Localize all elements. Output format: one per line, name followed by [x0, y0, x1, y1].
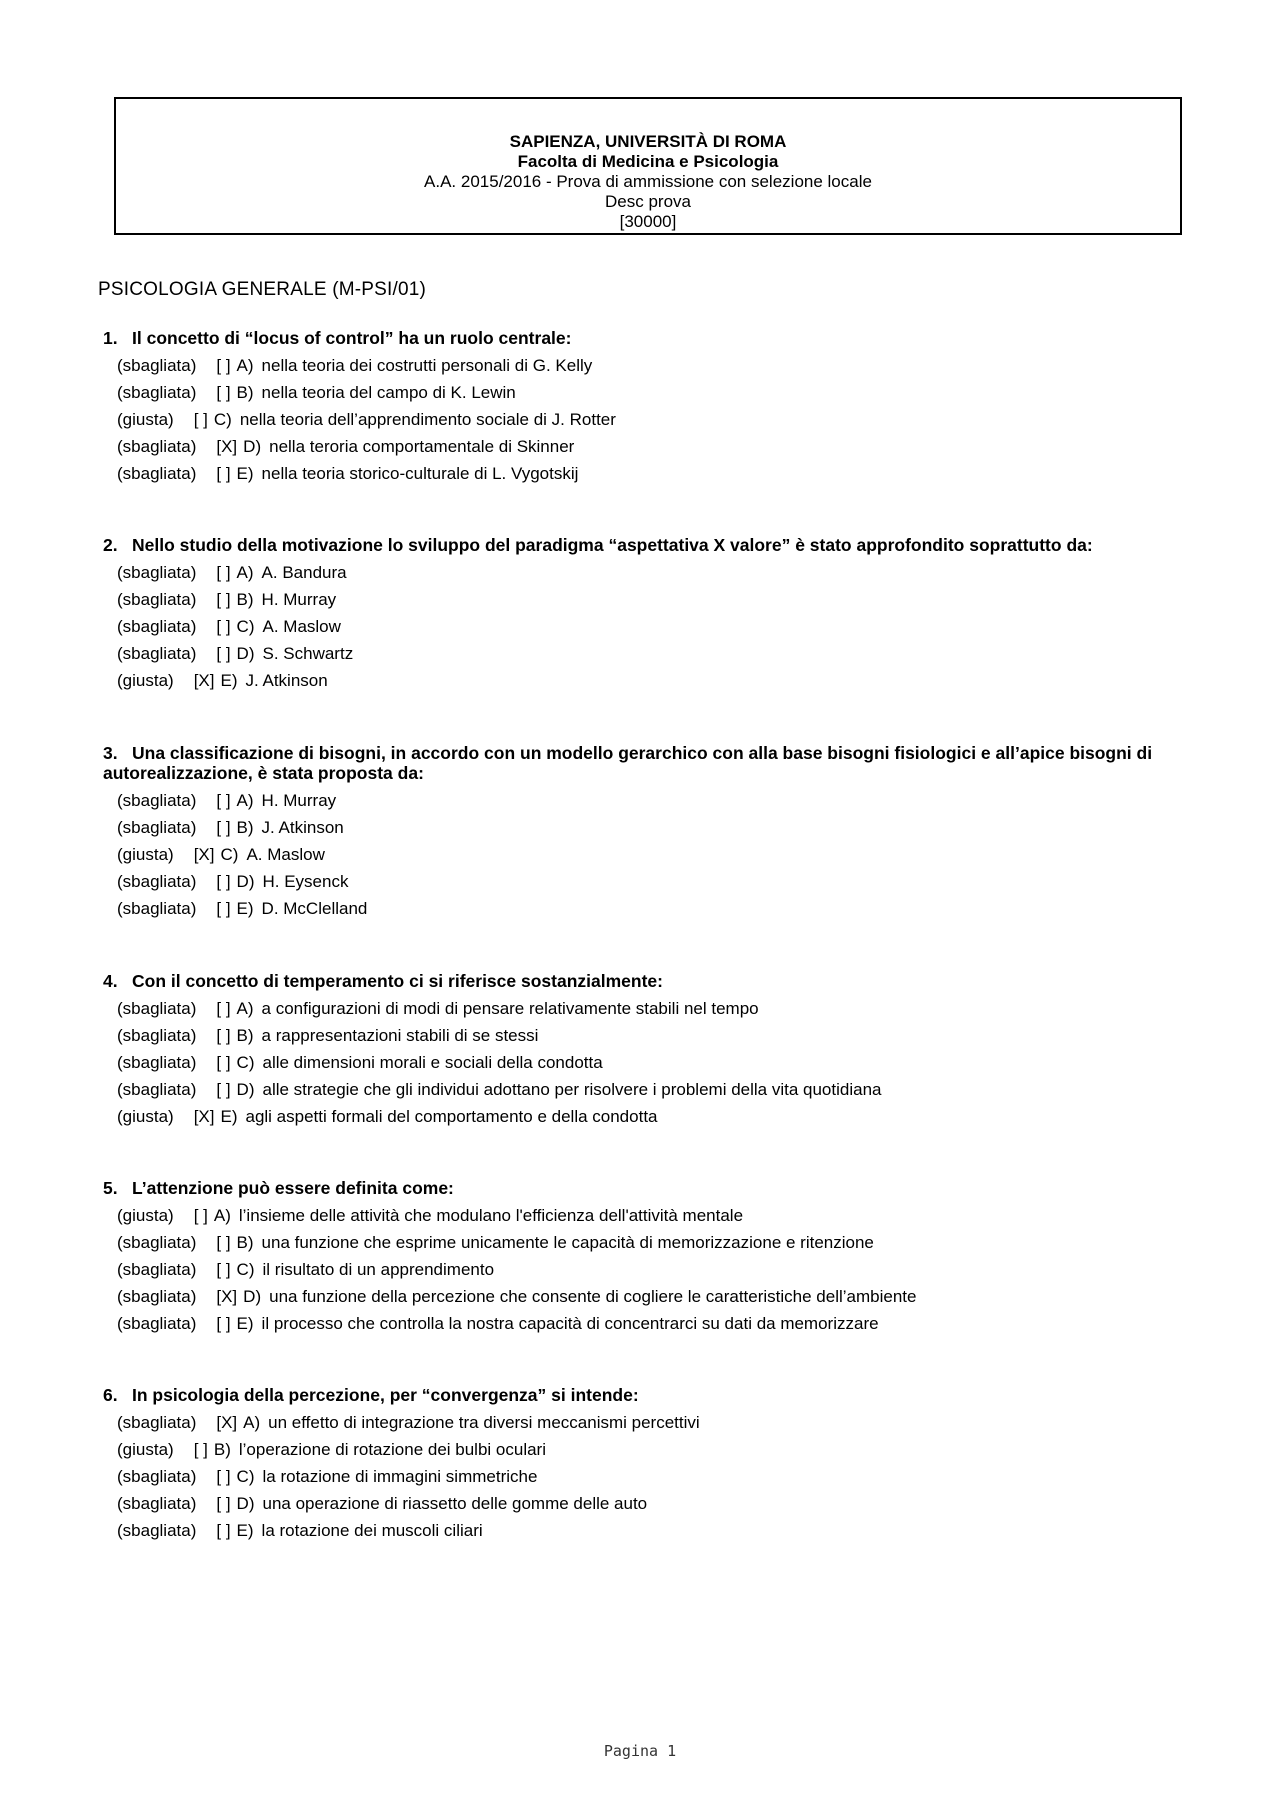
answer-letter: E)	[236, 464, 254, 483]
answer-option	[103, 895, 1183, 922]
answer-option	[103, 1256, 1183, 1283]
question-prompt: In psicologia della percezione, per “convergenza” si intende:	[132, 1385, 639, 1405]
answer-letter: C)	[236, 1260, 255, 1279]
answer-checkbox: [ ]	[216, 1467, 231, 1486]
answer-letter: E)	[236, 1521, 254, 1540]
university-name: SAPIENZA, UNIVERSITÀ DI ROMA	[509, 132, 787, 151]
answer-letter: E)	[220, 671, 238, 690]
answer-text: una funzione della percezione che consente di cogliere le caratteristiche dell’ambiente	[269, 1287, 917, 1306]
answer-checkbox: [ ]	[193, 410, 208, 429]
answer-text: S. Schwartz	[262, 644, 354, 663]
answer-letter: D)	[236, 1080, 255, 1099]
answer-text: H. Murray	[261, 791, 337, 810]
answer-checkbox: [X]	[216, 1287, 238, 1306]
answer-list	[103, 559, 1183, 694]
answer-status: (giusta)	[117, 410, 174, 429]
question-number: 4.	[103, 971, 118, 991]
answer-checkbox: [ ]	[216, 1026, 231, 1045]
answer-option	[103, 1283, 1183, 1310]
answer-letter: D)	[236, 1494, 255, 1513]
answer-text: J. Atkinson	[245, 671, 328, 690]
answer-letter: C)	[236, 1053, 255, 1072]
answer-checkbox: [ ]	[216, 617, 231, 636]
answer-text: la rotazione dei muscoli ciliari	[261, 1521, 483, 1540]
question-number: 5.	[103, 1178, 118, 1198]
answer-option	[103, 1517, 1183, 1544]
answer-text: una funzione che esprime unicamente le capacità di memorizzazione e ritenzione	[261, 1233, 874, 1252]
answer-letter: D)	[236, 644, 255, 663]
answer-text: nella teoria dell’apprendimento sociale di J. Rotter	[239, 410, 616, 429]
answer-option	[103, 1310, 1183, 1337]
answer-status: (giusta)	[117, 1206, 174, 1225]
answer-checkbox: [ ]	[216, 1314, 231, 1333]
answer-status: (giusta)	[117, 671, 174, 690]
question-text	[103, 1178, 1183, 1198]
answer-checkbox: [ ]	[216, 1521, 231, 1540]
answer-option	[103, 586, 1183, 613]
answer-checkbox: [ ]	[216, 899, 231, 918]
answer-status: (sbagliata)	[117, 356, 197, 375]
answer-checkbox: [ ]	[216, 791, 231, 810]
answer-checkbox: [ ]	[216, 464, 231, 483]
answer-status: (sbagliata)	[117, 1233, 197, 1252]
answer-text: agli aspetti formali del comportamento e della condotta	[245, 1107, 658, 1126]
answer-text: un effetto di integrazione tra diversi meccanismi percettivi	[268, 1413, 700, 1432]
answer-letter: B)	[236, 818, 254, 837]
answer-option	[103, 1022, 1183, 1049]
question-prompt: Con il concetto di temperamento ci si riferisce sostanzialmente:	[132, 971, 663, 991]
question-4	[103, 971, 1183, 1130]
answer-letter: E)	[220, 1107, 238, 1126]
answer-option	[103, 814, 1183, 841]
answer-text: D. McClelland	[261, 899, 368, 918]
question-number: 1.	[103, 328, 118, 348]
answer-text: alle strategie che gli individui adottano per risolvere i problemi della vita quotidiana	[262, 1080, 882, 1099]
question-text	[103, 971, 1183, 991]
answer-checkbox: [ ]	[216, 356, 231, 375]
answer-list	[103, 787, 1183, 922]
answer-status: (giusta)	[117, 1107, 174, 1126]
answer-letter: A)	[236, 791, 254, 810]
answer-text: nella teoria dei costrutti personali di G. Kelly	[261, 356, 593, 375]
answer-list	[103, 995, 1183, 1130]
answer-option	[103, 1049, 1183, 1076]
answer-option	[103, 1103, 1183, 1130]
answer-checkbox: [ ]	[193, 1206, 208, 1225]
answer-option	[103, 868, 1183, 895]
answer-text: A. Maslow	[262, 617, 341, 636]
answer-option	[103, 1490, 1183, 1517]
exam-description: Desc prova	[605, 192, 691, 211]
answer-text: la rotazione di immagini simmetriche	[262, 1467, 538, 1486]
answer-status: (sbagliata)	[117, 1314, 197, 1333]
answer-option	[103, 352, 1183, 379]
answer-option	[103, 787, 1183, 814]
answer-checkbox: [X]	[216, 437, 238, 456]
answer-option	[103, 1076, 1183, 1103]
answer-text: l’insieme delle attività che modulano l'efficienza dell'attività mentale	[238, 1206, 744, 1225]
answer-option	[103, 841, 1183, 868]
answer-option	[103, 406, 1183, 433]
question-text	[103, 535, 1183, 555]
answer-option	[103, 640, 1183, 667]
answer-text: una operazione di riassetto delle gomme delle auto	[262, 1494, 648, 1513]
answer-status: (giusta)	[117, 845, 174, 864]
answer-status: (sbagliata)	[117, 383, 197, 402]
question-text	[103, 1385, 1183, 1405]
answer-status: (sbagliata)	[117, 1080, 197, 1099]
answer-option	[103, 433, 1183, 460]
answer-list	[103, 352, 1183, 487]
answer-status: (sbagliata)	[117, 590, 197, 609]
answer-letter: A)	[236, 563, 254, 582]
answer-status: (sbagliata)	[117, 437, 197, 456]
answer-text: J. Atkinson	[261, 818, 344, 837]
answer-status: (sbagliata)	[117, 563, 197, 582]
answer-letter: C)	[236, 617, 255, 636]
answer-option	[103, 1202, 1183, 1229]
question-prompt: Il concetto di “locus of control” ha un ruolo centrale:	[132, 328, 572, 348]
answer-status: (sbagliata)	[117, 1521, 197, 1540]
answer-status: (giusta)	[117, 1440, 174, 1459]
answer-status: (sbagliata)	[117, 1494, 197, 1513]
answer-checkbox: [ ]	[216, 644, 231, 663]
answer-text: il processo che controlla la nostra capacità di concentrarci su dati da memorizzare	[261, 1314, 879, 1333]
answer-status: (sbagliata)	[117, 1260, 197, 1279]
answer-text: a rappresentazioni stabili di se stessi	[261, 1026, 539, 1045]
answer-checkbox: [ ]	[216, 999, 231, 1018]
answer-status: (sbagliata)	[117, 617, 197, 636]
question-prompt: Nello studio della motivazione lo sviluppo del paradigma “aspettativa X valore” è stato approfondito soprattutto da:	[132, 535, 1093, 555]
answer-checkbox: [X]	[193, 845, 215, 864]
exam-header-box	[114, 97, 1182, 235]
answer-text: A. Bandura	[261, 563, 347, 582]
answer-checkbox: [ ]	[216, 563, 231, 582]
answer-option	[103, 1409, 1183, 1436]
answer-text: H. Murray	[261, 590, 337, 609]
answer-letter: B)	[236, 1233, 254, 1252]
answer-checkbox: [ ]	[216, 1233, 231, 1252]
answer-text: A. Maslow	[246, 845, 325, 864]
answer-letter: E)	[236, 899, 254, 918]
answer-checkbox: [ ]	[216, 1053, 231, 1072]
answer-status: (sbagliata)	[117, 872, 197, 891]
answer-option	[103, 613, 1183, 640]
exam-title: A.A. 2015/2016 - Prova di ammissione con selezione locale	[424, 172, 872, 191]
answer-status: (sbagliata)	[117, 899, 197, 918]
answer-option	[103, 1436, 1183, 1463]
answer-letter: B)	[236, 1026, 254, 1045]
question-2	[103, 535, 1183, 694]
answer-checkbox: [ ]	[216, 1080, 231, 1099]
question-text	[103, 743, 1183, 783]
answer-checkbox: [X]	[193, 671, 215, 690]
answer-letter: C)	[236, 1467, 255, 1486]
question-6	[103, 1385, 1183, 1544]
answer-text: alle dimensioni morali e sociali della condotta	[262, 1053, 603, 1072]
question-3	[103, 743, 1183, 922]
question-number: 6.	[103, 1385, 118, 1405]
answer-letter: B)	[236, 383, 254, 402]
answer-checkbox: [X]	[193, 1107, 215, 1126]
answer-status: (sbagliata)	[117, 791, 197, 810]
answer-status: (sbagliata)	[117, 818, 197, 837]
answer-text: H. Eysenck	[262, 872, 349, 891]
answer-status: (sbagliata)	[117, 1287, 197, 1306]
answer-text: il risultato di un apprendimento	[262, 1260, 495, 1279]
answer-status: (sbagliata)	[117, 1467, 197, 1486]
answer-status: (sbagliata)	[117, 1053, 197, 1072]
question-text	[103, 328, 1183, 348]
answer-letter: D)	[236, 872, 255, 891]
answer-checkbox: [ ]	[216, 1494, 231, 1513]
answer-letter: C)	[220, 845, 239, 864]
answer-checkbox: [ ]	[216, 1260, 231, 1279]
answer-letter: D)	[243, 1287, 262, 1306]
answer-letter: B)	[236, 590, 254, 609]
question-prompt: Una classificazione di bisogni, in accordo con un modello gerarchico con alla base bisogni fisiologici e all’apice bisogni di autorealizzazione, è stata proposta da:	[103, 743, 1153, 783]
answer-option	[103, 667, 1183, 694]
faculty-name: Facolta di Medicina e Psicologia	[517, 152, 779, 171]
answer-option	[103, 460, 1183, 487]
answer-checkbox: [ ]	[216, 590, 231, 609]
answer-option	[103, 995, 1183, 1022]
answer-status: (sbagliata)	[117, 464, 197, 483]
answer-letter: A)	[236, 356, 254, 375]
answer-status: (sbagliata)	[117, 999, 197, 1018]
subject-title: PSICOLOGIA GENERALE (M-PSI/01)	[98, 279, 427, 300]
answer-status: (sbagliata)	[117, 644, 197, 663]
answer-text: nella teoria storico-culturale di L. Vygotskij	[261, 464, 579, 483]
answer-letter: C)	[213, 410, 232, 429]
exam-code: [30000]	[619, 212, 677, 231]
answer-text: nella teroria comportamentale di Skinner	[269, 437, 575, 456]
answer-letter: A)	[236, 999, 254, 1018]
question-5	[103, 1178, 1183, 1337]
answer-option	[103, 379, 1183, 406]
answer-letter: E)	[236, 1314, 254, 1333]
answer-checkbox: [ ]	[216, 818, 231, 837]
answer-checkbox: [ ]	[216, 383, 231, 402]
page-number: Pagina 1	[603, 1742, 677, 1760]
answer-text: nella teoria del campo di K. Lewin	[261, 383, 516, 402]
answer-text: l’operazione di rotazione dei bulbi oculari	[238, 1440, 546, 1459]
answer-letter: D)	[243, 437, 262, 456]
answer-option	[103, 1463, 1183, 1490]
question-number: 2.	[103, 535, 118, 555]
question-1	[103, 328, 1183, 487]
answer-list	[103, 1202, 1183, 1337]
answer-letter: A)	[213, 1206, 231, 1225]
answer-option	[103, 1229, 1183, 1256]
answer-option	[103, 559, 1183, 586]
question-number: 3.	[103, 743, 118, 763]
answer-status: (sbagliata)	[117, 1026, 197, 1045]
answer-checkbox: [X]	[216, 1413, 238, 1432]
question-prompt: L’attenzione può essere definita come:	[132, 1178, 454, 1198]
answer-checkbox: [ ]	[193, 1440, 208, 1459]
answer-checkbox: [ ]	[216, 872, 231, 891]
answer-letter: B)	[213, 1440, 231, 1459]
answer-letter: A)	[243, 1413, 261, 1432]
answer-status: (sbagliata)	[117, 1413, 197, 1432]
answer-list	[103, 1409, 1183, 1544]
answer-text: a configurazioni di modi di pensare relativamente stabili nel tempo	[261, 999, 759, 1018]
